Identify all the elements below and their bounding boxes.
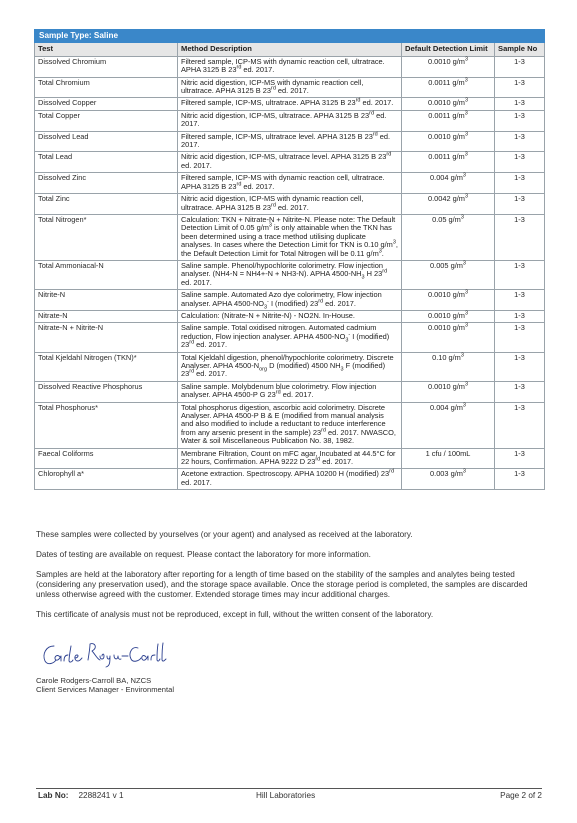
test-name: Dissolved Chromium <box>35 56 178 77</box>
column-header-test: Test <box>35 43 178 56</box>
table-body <box>35 56 545 489</box>
table-row <box>35 98 545 110</box>
test-name: Chlorophyll a* <box>35 469 178 490</box>
test-name: Total Lead <box>35 152 178 173</box>
column-header-method: Method Description <box>178 43 402 56</box>
lab-number-value: 2288241 v 1 <box>78 791 124 800</box>
sample-number: 1-3 <box>495 194 545 215</box>
table-row <box>35 352 545 381</box>
sample-number: 1-3 <box>495 98 545 110</box>
detection-limit: 0.0010 $g/m^3$ <box>402 381 495 402</box>
method-description: Calculation: TKN + Nitrate-N + Nitrite-N. Please note: The Default Detection Limit of 0.05 $g/m^3$ is only attainable when the TKN has been determined using a trace method utilising duplicate analyses. In cases where the Detection Limit for TKN is 0.10 $g/m^3$, the Default Detection Limit for Total Nitrogen will be 0.11 $g/m^3$. <box>178 214 402 260</box>
detection-limit: 0.0010 $g/m^3$ <box>402 290 495 311</box>
lab-number-label: Lab No: <box>38 791 69 800</box>
test-name: Nitrate-N + Nitrite-N <box>35 323 178 352</box>
table-row <box>35 110 545 131</box>
sample-number: 1-3 <box>495 352 545 381</box>
test-name: Total Chromium <box>35 77 178 98</box>
method-description: Saline sample. Phenol/hypochlorite colorimetry. Flow injection analyser. (NH4-N = NH4+-N + NH3-N). APHA $4500-NH_3$ H 23rd ed. 2017. <box>178 260 402 289</box>
sample-number: 1-3 <box>495 110 545 131</box>
table-header-row <box>35 43 545 56</box>
detection-limit: 0.0010 $g/m^3$ <box>402 56 495 77</box>
handwritten-signature <box>40 638 170 670</box>
method-description: Saline sample. Total oxidised nitrogen. Automated cadmium reduction, Flow injection analyser. APHA $4500-NO_3^-$ I (modified) 23rd ed. 2017. <box>178 323 402 352</box>
report-notes <box>36 530 542 630</box>
signatory-role: Client Services Manager - Environmental <box>36 685 175 695</box>
detection-limit: 0.0011 $g/m^3$ <box>402 110 495 131</box>
sample-number: 1-3 <box>495 173 545 194</box>
detection-limit: 0.0010 $g/m^3$ <box>402 323 495 352</box>
method-description: Filtered sample, ICP-MS with dynamic reaction cell, ultratrace. APHA 3125 B 23rd ed. 2017. <box>178 173 402 194</box>
test-name: Dissolved Reactive Phosphorus <box>35 381 178 402</box>
table-row <box>35 323 545 352</box>
sample-number: 1-3 <box>495 77 545 98</box>
test-name: Total Copper <box>35 110 178 131</box>
note-dates: Dates of testing are available on request. Please contact the laboratory for more information. <box>36 549 371 559</box>
detection-limit: 0.004 $g/m^3$ <box>402 173 495 194</box>
method-description: Nitric acid digestion, ICP-MS, ultratrace level. APHA 3125 B 23rd ed. 2017. <box>178 152 402 173</box>
test-name: Dissolved Lead <box>35 131 178 152</box>
table-row <box>35 56 545 77</box>
table-row <box>35 214 545 260</box>
column-header-sample-no: Sample No <box>495 43 545 56</box>
table-row <box>35 173 545 194</box>
sample-number: 1-3 <box>495 469 545 490</box>
sample-number: 1-3 <box>495 131 545 152</box>
detection-limit: 0.0010 $g/m^3$ <box>402 310 495 322</box>
table-row <box>35 77 545 98</box>
detection-limit: 0.0011 $g/m^3$ <box>402 152 495 173</box>
test-name: Dissolved Copper <box>35 98 178 110</box>
sample-number: 1-3 <box>495 260 545 289</box>
table-row <box>35 290 545 311</box>
methods-table <box>34 29 545 490</box>
table-row <box>35 448 545 469</box>
table-row <box>35 260 545 289</box>
method-description: Filtered sample, ICP-MS with dynamic reaction cell, ultratrace. APHA 3125 B 23rd ed. 2017. <box>178 56 402 77</box>
test-name: Total Ammoniacal-N <box>35 260 178 289</box>
test-name: Nitrite-N <box>35 290 178 311</box>
note-storage: Samples are held at the laboratory after reporting for a length of time based on the stability of the samples and analytes being tested (considering any preservation used), and the storage space available. Once the storage period is completed, the samples are discarded unless otherwise agreed with the customer. Extended storage times may incur additional charges. <box>36 569 528 599</box>
detection-limit: 0.003 $g/m^3$ <box>402 469 495 490</box>
test-name: Faecal Coliforms <box>35 448 178 469</box>
method-description: Nitric acid digestion, ICP-MS with dynamic reaction cell, ultratrace. APHA 3125 B 23rd ed. 2017. <box>178 77 402 98</box>
detection-limit: 0.005 $g/m^3$ <box>402 260 495 289</box>
detection-limit: 0.0010 $g/m^3$ <box>402 131 495 152</box>
table-row <box>35 131 545 152</box>
sample-number: 1-3 <box>495 402 545 448</box>
method-description: Nitric acid digestion, ICP-MS, ultratrace. APHA 3125 B 23rd ed. 2017. <box>178 110 402 131</box>
detection-limit: 0.0011 $g/m^3$ <box>402 77 495 98</box>
method-description: Saline sample. Automated Azo dye colorimetry, Flow injection analyser. APHA $4500-NO_3^-$ I (modified) 23rd ed. 2017. <box>178 290 402 311</box>
method-description: Nitric acid digestion, ICP-MS with dynamic reaction cell, ultratrace. APHA 3125 B 23rd ed. 2017. <box>178 194 402 215</box>
sample-number: 1-3 <box>495 448 545 469</box>
lab-number <box>38 791 124 800</box>
page-footer <box>36 788 542 800</box>
column-header-detection-limit: Default Detection Limit <box>402 43 495 56</box>
note-reproduction: This certificate of analysis must not be reproduced, except in full, without the written consent of the laboratory. <box>36 609 434 619</box>
method-description: Total Kjeldahl digestion, phenol/hypochlorite colorimetry. Discrete Analyser. APHA $4500-N_{org}$ D (modified) 4500 $NH_3$ F (modified) 23rd ed. 2017. <box>178 352 402 381</box>
detection-limit: 0.004 $g/m^3$ <box>402 402 495 448</box>
test-name: Dissolved Zinc <box>35 173 178 194</box>
table-row <box>35 402 545 448</box>
page-number: Page 2 of 2 <box>500 791 542 800</box>
sample-number: 1-3 <box>495 310 545 322</box>
company-name: Hill Laboratories <box>256 791 316 800</box>
sample-number: 1-3 <box>495 214 545 260</box>
test-name: Total Phosphorus* <box>35 402 178 448</box>
method-description: Calculation: (Nitrate-N + Nitrite-N) - NO2N. In-House. <box>178 310 402 322</box>
test-name: Total Kjeldahl Nitrogen (TKN)* <box>35 352 178 381</box>
test-name: Total Nitrogen* <box>35 214 178 260</box>
table-row <box>35 381 545 402</box>
method-description: Membrane Filtration, Count on mFC agar, Incubated at 44.5°C for 22 hours, Confirmation. APHA 9222 D 23rd ed. 2017. <box>178 448 402 469</box>
sample-type-title: Sample Type: Saline <box>35 30 545 43</box>
test-name: Total Zinc <box>35 194 178 215</box>
table-row <box>35 194 545 215</box>
signatory-name: Carole Rodgers-Carroll BA, NZCS <box>36 676 152 685</box>
signatory-block <box>36 676 174 695</box>
method-description: Acetone extraction. Spectroscopy. APHA 10200 H (modified) 23rd ed. 2017. <box>178 469 402 490</box>
sample-number: 1-3 <box>495 323 545 352</box>
detection-limit: 0.0010 $g/m^3$ <box>402 98 495 110</box>
method-description: Filtered sample, ICP-MS, ultratrace. APHA 3125 B 23rd ed. 2017. <box>178 98 402 110</box>
test-name: Nitrate-N <box>35 310 178 322</box>
sample-type-banner <box>35 30 545 43</box>
detection-limit: 0.05 $g/m^3$ <box>402 214 495 260</box>
table-row <box>35 152 545 173</box>
detection-limit: 1 cfu / 100mL <box>402 448 495 469</box>
sample-number: 1-3 <box>495 56 545 77</box>
table-row <box>35 310 545 322</box>
table-row <box>35 469 545 490</box>
methods-table-container <box>34 29 544 490</box>
sample-number: 1-3 <box>495 290 545 311</box>
sample-number: 1-3 <box>495 381 545 402</box>
method-description: Filtered sample, ICP-MS, ultratrace level. APHA 3125 B 23rd ed. 2017. <box>178 131 402 152</box>
detection-limit: 0.10 $g/m^3$ <box>402 352 495 381</box>
method-description: Total phosphorus digestion, ascorbic acid colorimetry. Discrete Analyser. APHA 4500-P B & E (modified from manual analysis and also modified to include a reductant to reduce interference from any arsenic present in the sample) 23rd ed. 2017. NWASCO, Water & soil Miscellaneous Publication No. 38, 1982. <box>178 402 402 448</box>
detection-limit: 0.0042 $g/m^3$ <box>402 194 495 215</box>
method-description: Saline sample. Molybdenum blue colorimetry. Flow injection analyser. APHA 4500-P G 23rd ed. 2017. <box>178 381 402 402</box>
sample-number: 1-3 <box>495 152 545 173</box>
note-collection: These samples were collected by yourselves (or your agent) and analysed as received at the laboratory. <box>36 530 413 539</box>
